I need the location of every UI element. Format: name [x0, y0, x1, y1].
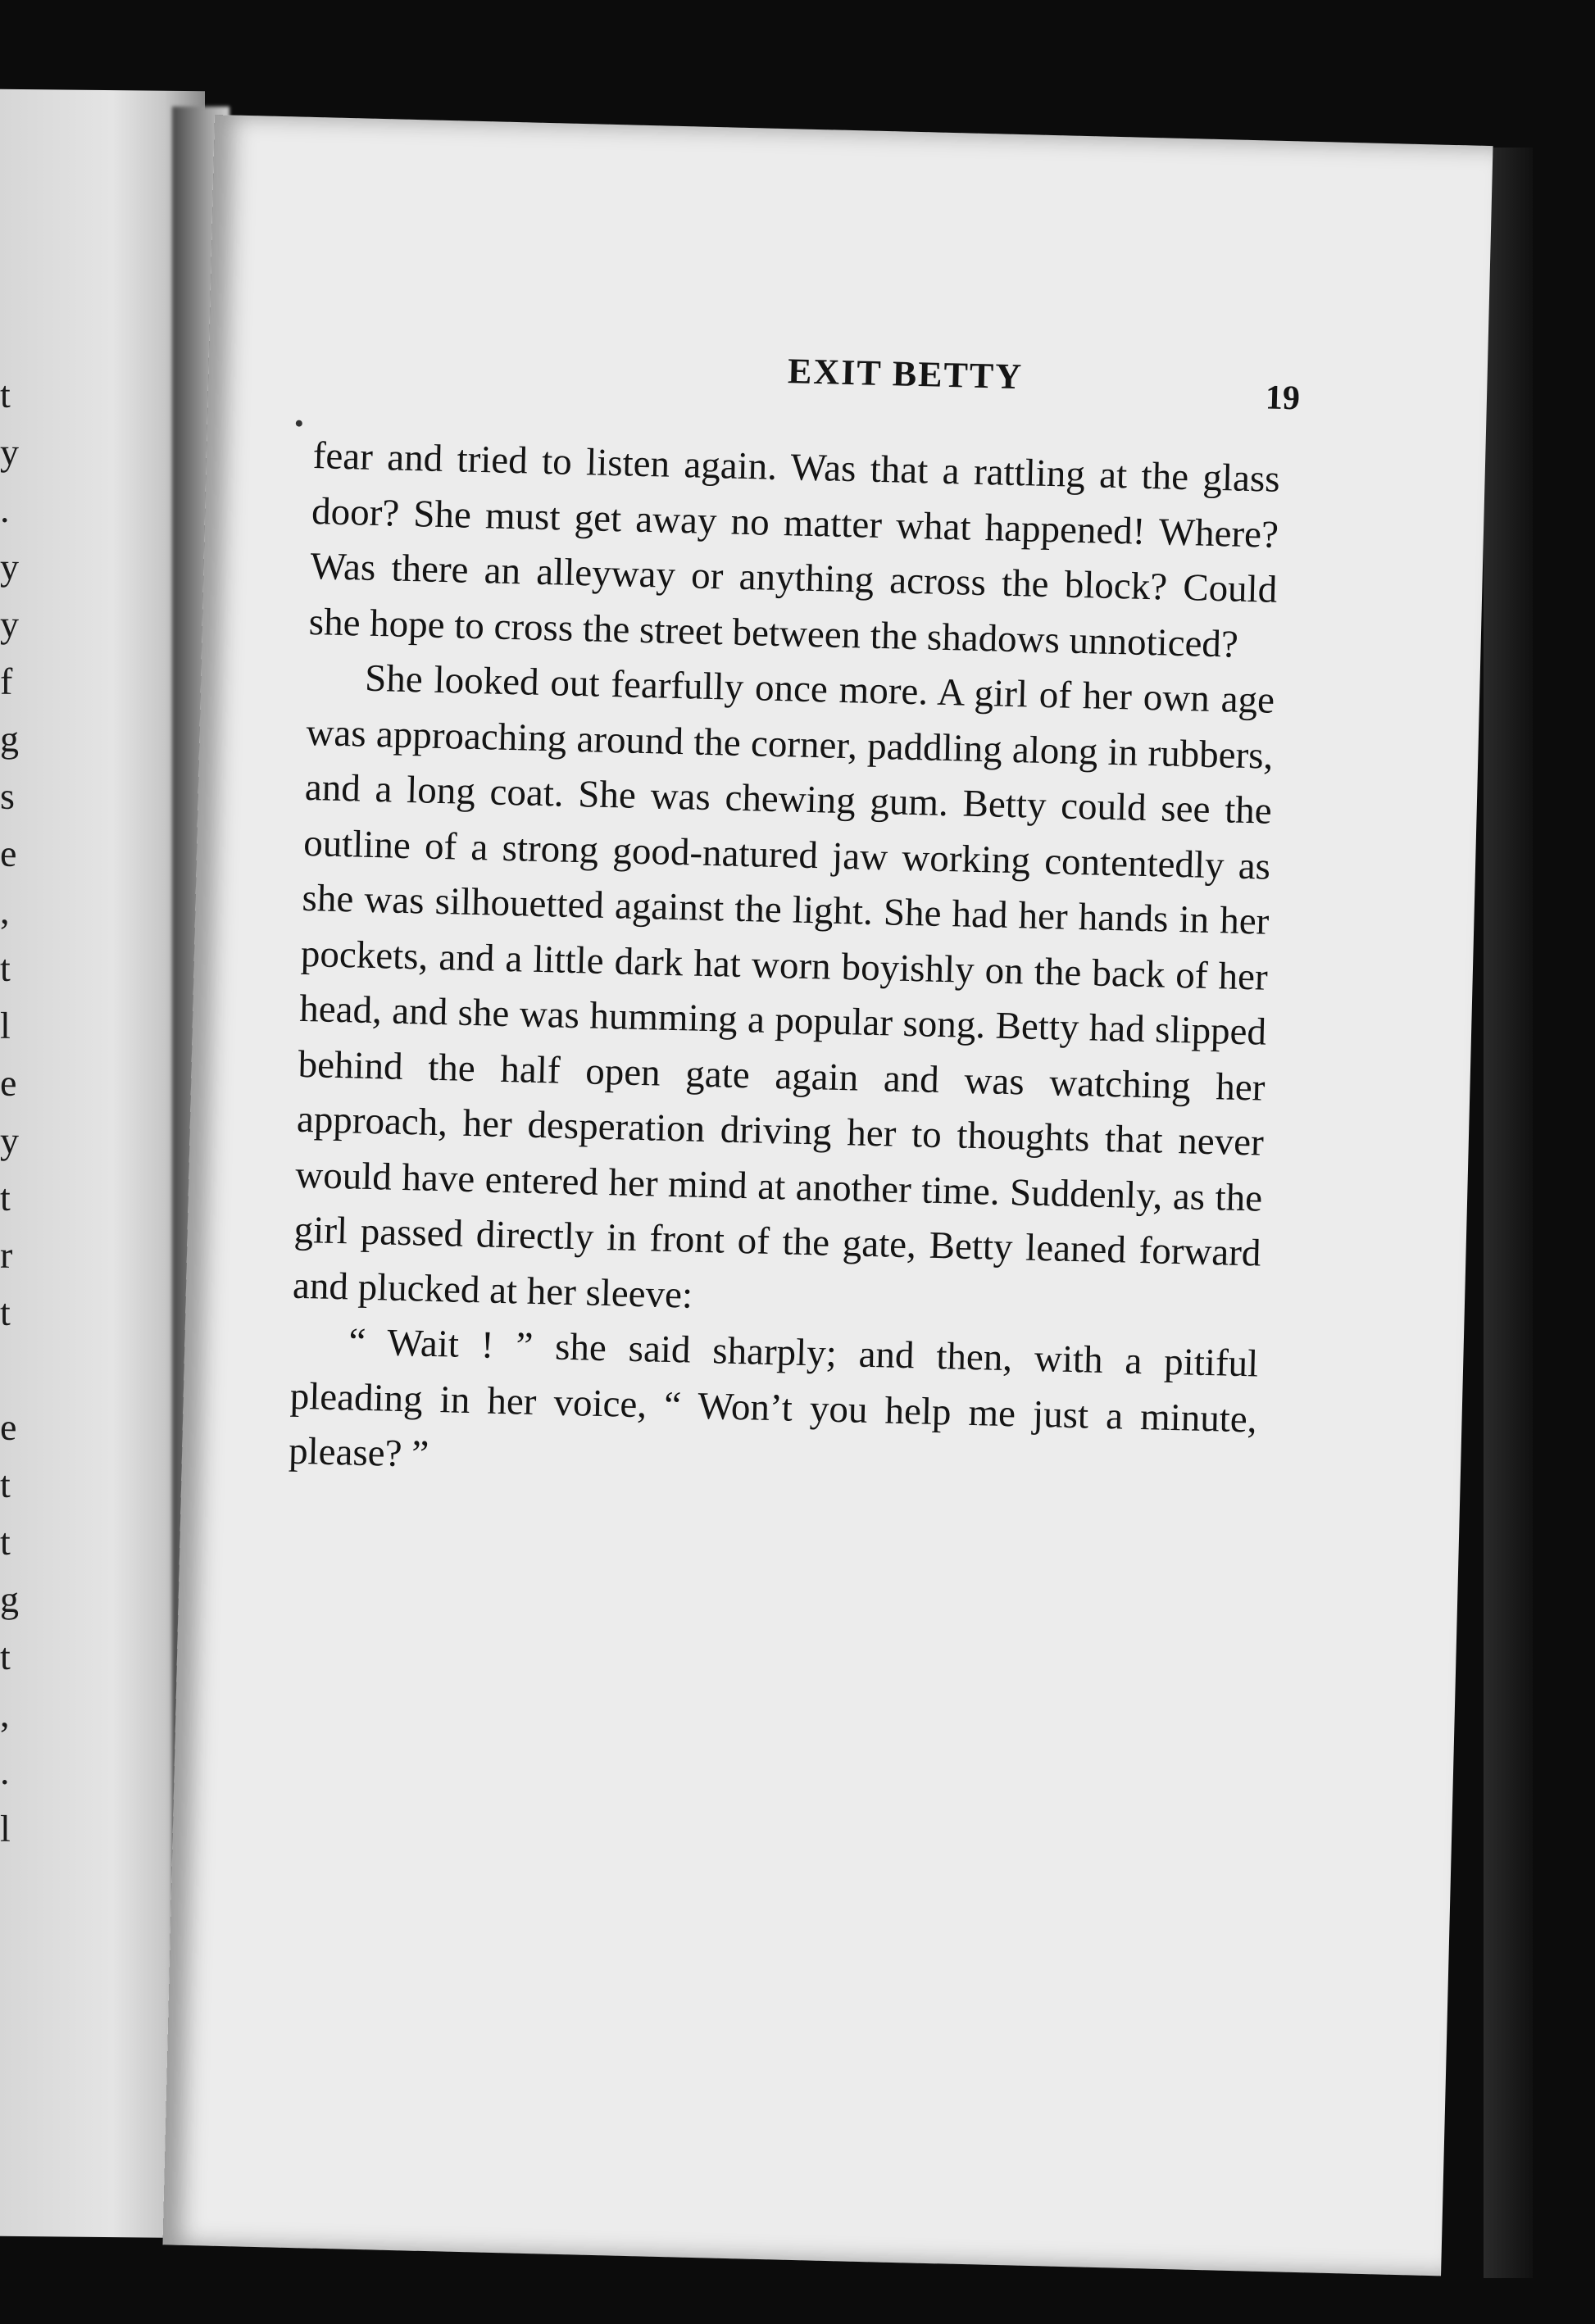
left-page-char: g [0, 717, 19, 760]
left-page-char: t [0, 1520, 11, 1563]
left-page-char: e [0, 1061, 17, 1104]
left-page-char: t [0, 1291, 11, 1333]
page-number: 19 [1265, 379, 1301, 418]
left-page-char: t [0, 1635, 11, 1677]
left-page-char: e [0, 832, 17, 874]
left-page-char: r [0, 1233, 13, 1276]
running-head: EXIT BETTY [787, 351, 1024, 397]
left-page-char: g [0, 1577, 19, 1620]
left-page-char: t [0, 1463, 11, 1505]
left-page-char: y [0, 430, 19, 473]
paragraph: fear and tried to listen again. Was that a rattling at the glass door? She must get away no matter what happened! Where? Was there an alleyway or anything across the block? Could she hope to cross the street between the shadows unnoticed? [308, 434, 1281, 666]
left-page-char: , [0, 889, 10, 932]
left-page-char: . [0, 1750, 10, 1792]
left-page-char: t [0, 946, 11, 989]
left-page-char: y [0, 545, 19, 588]
left-page-char: s [0, 774, 15, 817]
left-page-char: y [0, 602, 19, 645]
left-page-char: f [0, 660, 13, 702]
left-page-char: y [0, 1119, 19, 1161]
left-page-char: l [0, 1004, 11, 1046]
left-page-char: l [0, 1807, 11, 1850]
left-page-char: t [0, 373, 11, 415]
left-page-char: , [0, 1692, 10, 1735]
ink-speck [296, 420, 302, 427]
body-text [288, 429, 1280, 1503]
paragraph: She looked out fearfully once more. A girl of her own age was approaching around the corner, paddling along in rubbers, and a long coat. She was chewing gum. Betty could see the outline of a strong good-natured jaw working contentedly as she was silhouetted against the light. She had her hands in her pockets, and a little dark hat worn boyishly on the back of her head, and she was humming a popular song. Betty had slipped behind the half open gate again and was watching her approach, her desperation driving her to thoughts that never would have entered her mind at another time. Suddenly, as the girl passed directly in front of the gate, Betty leaned forward and plucked at her sleeve: [292, 656, 1275, 1317]
book-page [162, 115, 1493, 2276]
left-page-char: . [0, 488, 10, 530]
paragraph: “ Wait ! ” she said sharply; and then, with a pitiful pleading in her voice, “ Won’t you help me just a minute, please? ” [288, 1320, 1259, 1476]
left-page-char: e [0, 1405, 17, 1448]
left-page-char: t [0, 1176, 11, 1219]
page-right-edge-shadow [1484, 148, 1533, 2278]
